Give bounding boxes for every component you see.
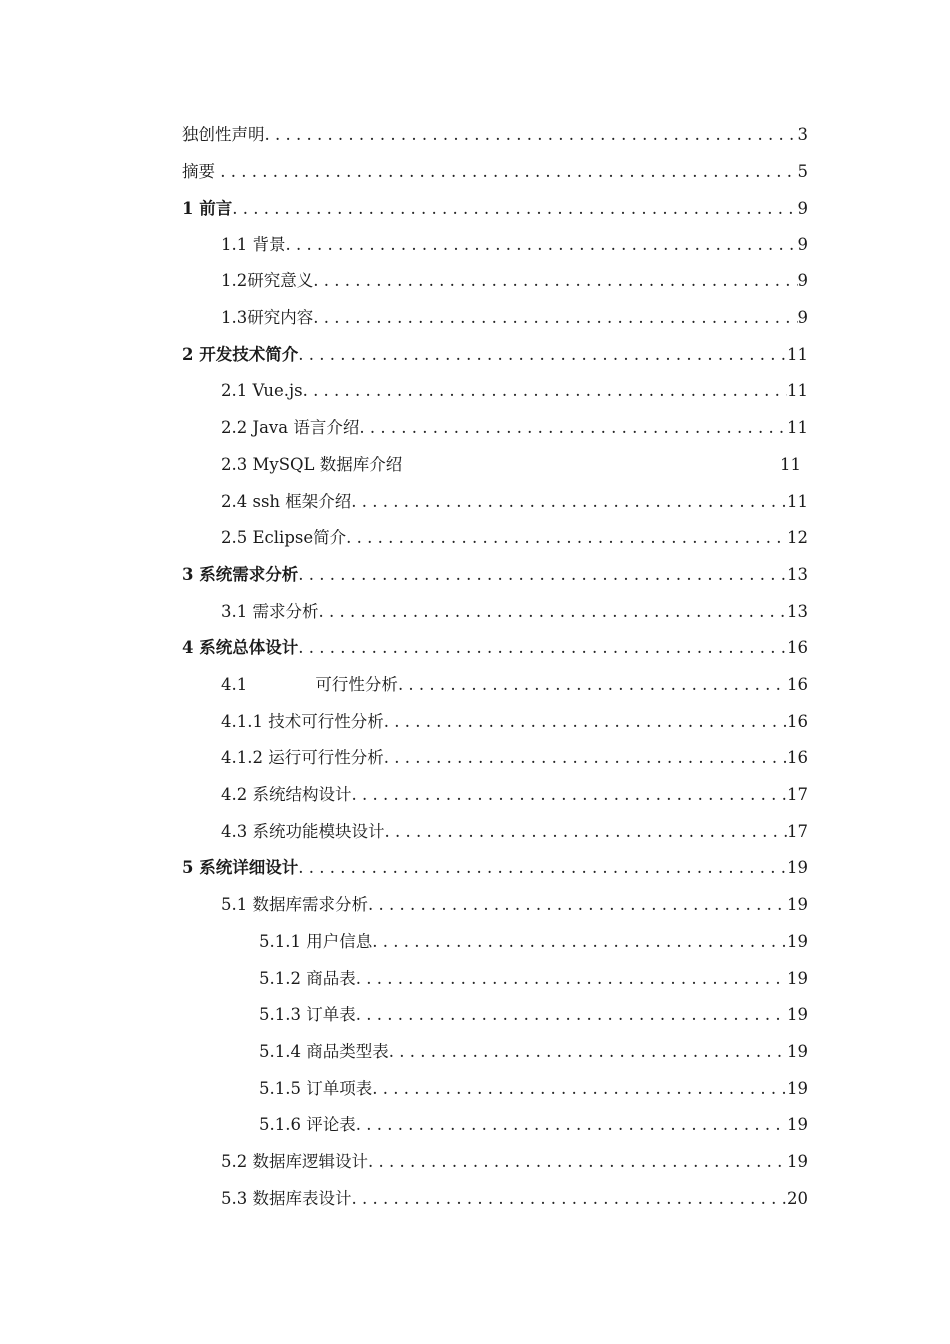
toc-leader-dots	[351, 487, 787, 517]
toc-entry-title: 4.1.1 技术可行性分析	[221, 712, 384, 731]
toc-leader-dots	[298, 340, 787, 370]
toc-entry	[221, 780, 808, 810]
toc-entry	[221, 230, 808, 260]
toc-leader-dots	[298, 853, 787, 883]
toc-leader-dots	[384, 743, 787, 773]
toc-leader-dots	[368, 890, 787, 920]
toc-entry	[259, 1037, 808, 1067]
toc-leader-dots	[352, 1184, 788, 1214]
toc-entry-page: 11	[787, 381, 808, 400]
toc-entry-title: 2.2 Java 语言介绍	[221, 418, 360, 437]
toc-leader-dots	[265, 120, 798, 150]
toc-leader-dots	[356, 964, 787, 994]
toc-entry-page: 16	[787, 748, 808, 767]
toc-leader-dots	[313, 303, 797, 333]
toc-entry-page: 19	[787, 1005, 808, 1024]
toc-leader-dots	[384, 707, 787, 737]
toc-entry-page: 19	[787, 1152, 808, 1171]
toc-entry-title: 1 前言	[182, 199, 233, 218]
toc-entry	[221, 413, 808, 443]
toc-leader-dots	[372, 927, 787, 957]
toc-leader-dots	[356, 1000, 787, 1030]
toc-entry	[221, 450, 801, 480]
toc-entry-page: 9	[797, 199, 808, 218]
toc-entry-title: 5.3 数据库表设计	[221, 1189, 352, 1208]
toc-entry-title: 2.3 MySQL 数据库介绍	[221, 455, 403, 474]
toc-entry-title: 5.1 数据库需求分析	[221, 895, 368, 914]
toc-entry-page: 9	[797, 308, 808, 327]
toc-leader-dots	[303, 376, 787, 406]
toc-entry-title: 5.1.1 用户信息	[259, 932, 373, 951]
toc-entry-title: 5.1.6 评论表	[259, 1115, 356, 1134]
toc-entry	[221, 707, 808, 737]
toc-entry-page: 19	[787, 858, 808, 877]
toc-leader-dots	[398, 670, 787, 700]
toc-leader-dots	[298, 633, 787, 663]
toc-entry-page: 13	[787, 602, 808, 621]
toc-entry-page: 19	[787, 932, 808, 951]
toc-entry-title: 2.4 ssh 框架介绍	[221, 492, 352, 511]
toc-leader-dots	[389, 1037, 787, 1067]
toc-entry	[221, 670, 808, 700]
toc-entry-page: 3	[797, 125, 808, 144]
toc-entry-page: 11	[787, 418, 808, 437]
toc-leader-dots	[319, 597, 788, 627]
toc-entry	[182, 120, 808, 150]
toc-entry-title: 5.1.4 商品类型表	[259, 1042, 389, 1061]
toc-entry-title: 1.1 背景	[221, 235, 286, 254]
toc-entry	[182, 157, 808, 187]
toc-entry-page: 19	[787, 969, 808, 988]
toc-entry-page: 19	[787, 1115, 808, 1134]
toc-leader-dots	[286, 230, 798, 260]
toc-entry-title: 2 开发技术简介	[182, 345, 299, 364]
toc-leader-dots	[346, 523, 787, 553]
toc-entry	[259, 1000, 808, 1030]
toc-entry	[182, 853, 808, 883]
toc-entry-page: 16	[787, 712, 808, 731]
toc-entry-page: 9	[797, 235, 808, 254]
toc-entry	[221, 523, 808, 553]
toc-entry	[221, 303, 808, 333]
toc-entry-title: 1.3研究内容	[221, 308, 314, 327]
toc-entry-title: 4.1 可行性分析	[221, 675, 398, 694]
toc-entry	[221, 597, 808, 627]
toc-leader-dots	[232, 194, 797, 224]
toc-entry-title: 5.1.2 商品表	[259, 969, 356, 988]
toc-entry-page: 11	[780, 455, 801, 474]
toc-leader-dots	[220, 157, 797, 187]
toc-entry-title: 3 系统需求分析	[182, 565, 299, 584]
toc-entry	[182, 340, 808, 370]
toc-entry	[259, 927, 808, 957]
toc-leader-dots	[372, 1074, 787, 1104]
toc-entry-title: 独创性声明	[182, 125, 265, 144]
toc-entry-page: 16	[787, 638, 808, 657]
toc-entry-title: 1.2研究意义	[221, 271, 314, 290]
toc-entry-page: 9	[797, 271, 808, 290]
toc-entry	[182, 633, 808, 663]
toc-entry-title: 4 系统总体设计	[182, 638, 299, 657]
toc-entry-page: 11	[787, 492, 808, 511]
toc-leader-dots	[385, 817, 788, 847]
toc-entry	[221, 376, 808, 406]
toc-entry-page: 17	[787, 785, 808, 804]
toc-entry-title: 3.1 需求分析	[221, 602, 319, 621]
toc-entry-page: 20	[787, 1189, 808, 1208]
toc-entry	[221, 487, 808, 517]
toc-entry-page: 19	[787, 1079, 808, 1098]
toc-entry-title: 4.2 系统结构设计	[221, 785, 352, 804]
toc-leader-dots	[359, 413, 787, 443]
toc-entry-title: 摘要	[182, 162, 221, 181]
toc-entry	[182, 194, 808, 224]
toc-entry-page: 19	[787, 895, 808, 914]
toc-leader-dots	[313, 266, 797, 296]
toc-entry	[221, 890, 808, 920]
toc-entry-title: 4.3 系统功能模块设计	[221, 822, 385, 841]
toc-entry-page: 11	[787, 345, 808, 364]
toc-entry	[259, 964, 808, 994]
toc-entry-title: 5.2 数据库逻辑设计	[221, 1152, 368, 1171]
toc-entry-page: 13	[787, 565, 808, 584]
toc-entry-title: 4.1.2 运行可行性分析	[221, 748, 384, 767]
toc-leader-dots	[298, 560, 787, 590]
toc-entry	[221, 817, 808, 847]
toc-leader-dots	[356, 1110, 787, 1140]
toc-leader-dots	[352, 780, 788, 810]
toc-entry	[182, 560, 808, 590]
toc-entry	[259, 1110, 808, 1140]
toc-entry-page: 5	[797, 162, 808, 181]
toc-entry-title: 2.5 Eclipse简介	[221, 528, 347, 547]
toc-entry	[221, 266, 808, 296]
toc-entry	[221, 743, 808, 773]
toc-entry	[221, 1184, 808, 1214]
toc-entry-title: 2.1 Vue.js	[221, 381, 303, 400]
toc-entry-page: 12	[787, 528, 808, 547]
toc-entry-title: 5.1.3 订单表	[259, 1005, 356, 1024]
toc-entry-page: 19	[787, 1042, 808, 1061]
toc-entry-title: 5.1.5 订单项表	[259, 1079, 373, 1098]
toc-entry-page: 17	[787, 822, 808, 841]
toc-entry	[259, 1074, 808, 1104]
toc-entry	[221, 1147, 808, 1177]
toc-entry-page: 16	[787, 675, 808, 694]
toc-entry-title: 5 系统详细设计	[182, 858, 299, 877]
toc-leader-dots	[368, 1147, 787, 1177]
